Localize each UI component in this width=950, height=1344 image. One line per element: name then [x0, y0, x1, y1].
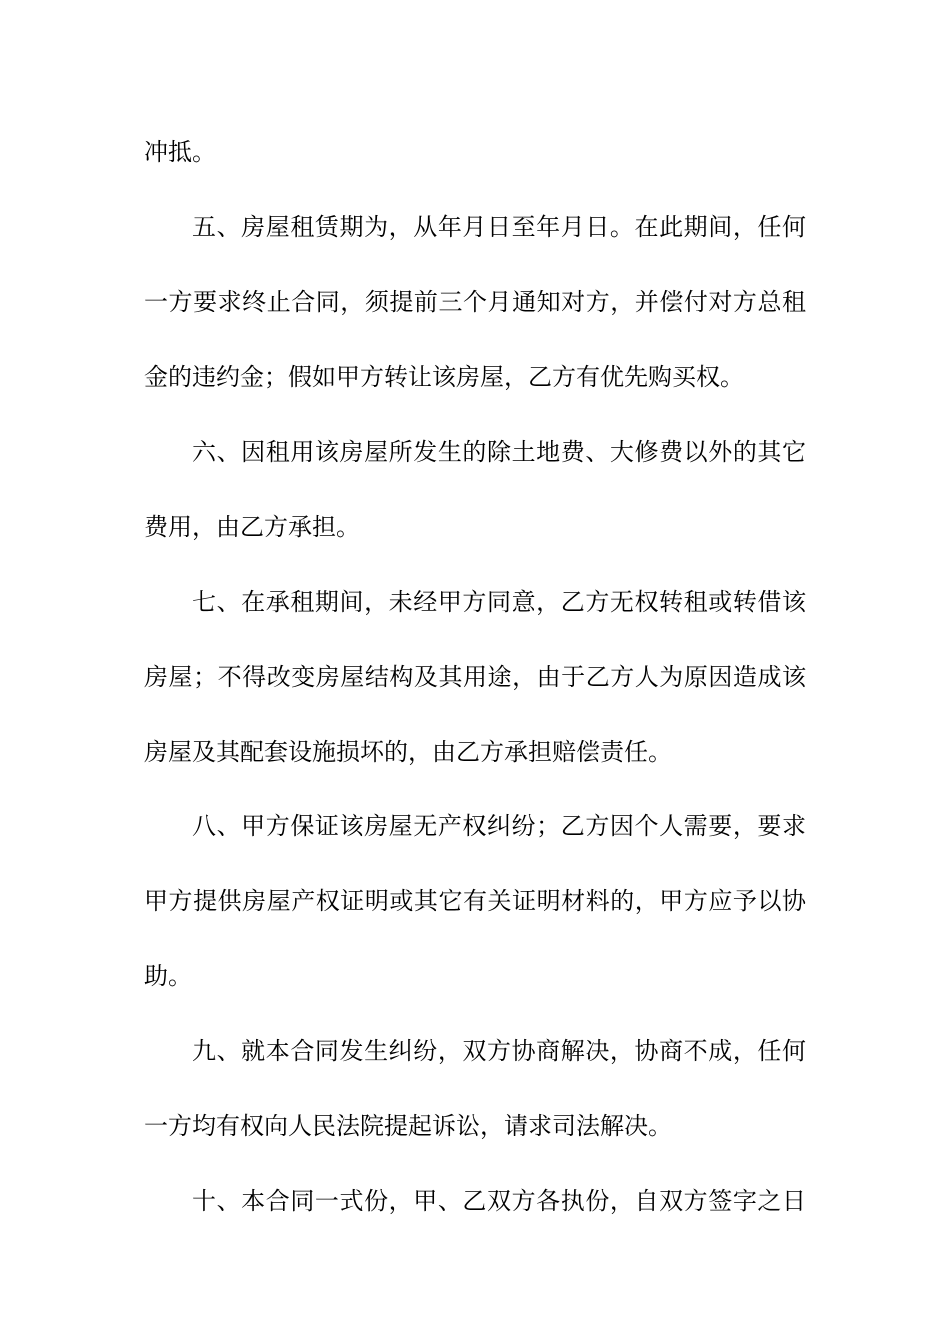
clause-8-line-2: 甲方提供房屋产权证明或其它有关证明材料的，甲方应予以协: [144, 887, 806, 915]
clause-7-line-2: 房屋；不得改变房屋结构及其用途，由于乙方人为原因造成该: [144, 663, 806, 691]
clause-6-line-2: 费用，由乙方承担。: [144, 513, 360, 541]
clause-5-line-2: 一方要求终止合同，须提前三个月通知对方，并偿付对方总租: [144, 288, 806, 316]
clause-5-line-1: 五、房屋租赁期为，从年月日至年月日。在此期间，任何: [192, 213, 806, 241]
clause-9-line-2: 一方均有权向人民法院提起诉讼，请求司法解决。: [144, 1112, 672, 1140]
clause-10-line-1: 十、本合同一式份，甲、乙双方各执份，自双方签字之日: [192, 1187, 806, 1215]
clause-9-line-1: 九、就本合同发生纠纷，双方协商解决，协商不成，任何: [192, 1037, 806, 1065]
clause-7-line-3: 房屋及其配套设施损坏的，由乙方承担赔偿责任。: [144, 738, 672, 766]
clause-6-line-1: 六、因租用该房屋所发生的除土地费、大修费以外的其它: [192, 438, 806, 466]
clause-5-line-3: 金的违约金；假如甲方转让该房屋，乙方有优先购买权。: [144, 363, 744, 391]
clause-8-line-3: 助。: [144, 962, 192, 990]
clause-8-line-1: 八、甲方保证该房屋无产权纠纷；乙方因个人需要，要求: [192, 812, 806, 840]
clause-7-line-1: 七、在承租期间，未经甲方同意，乙方无权转租或转借该: [192, 588, 806, 616]
text-line: 冲抵。: [144, 138, 216, 166]
